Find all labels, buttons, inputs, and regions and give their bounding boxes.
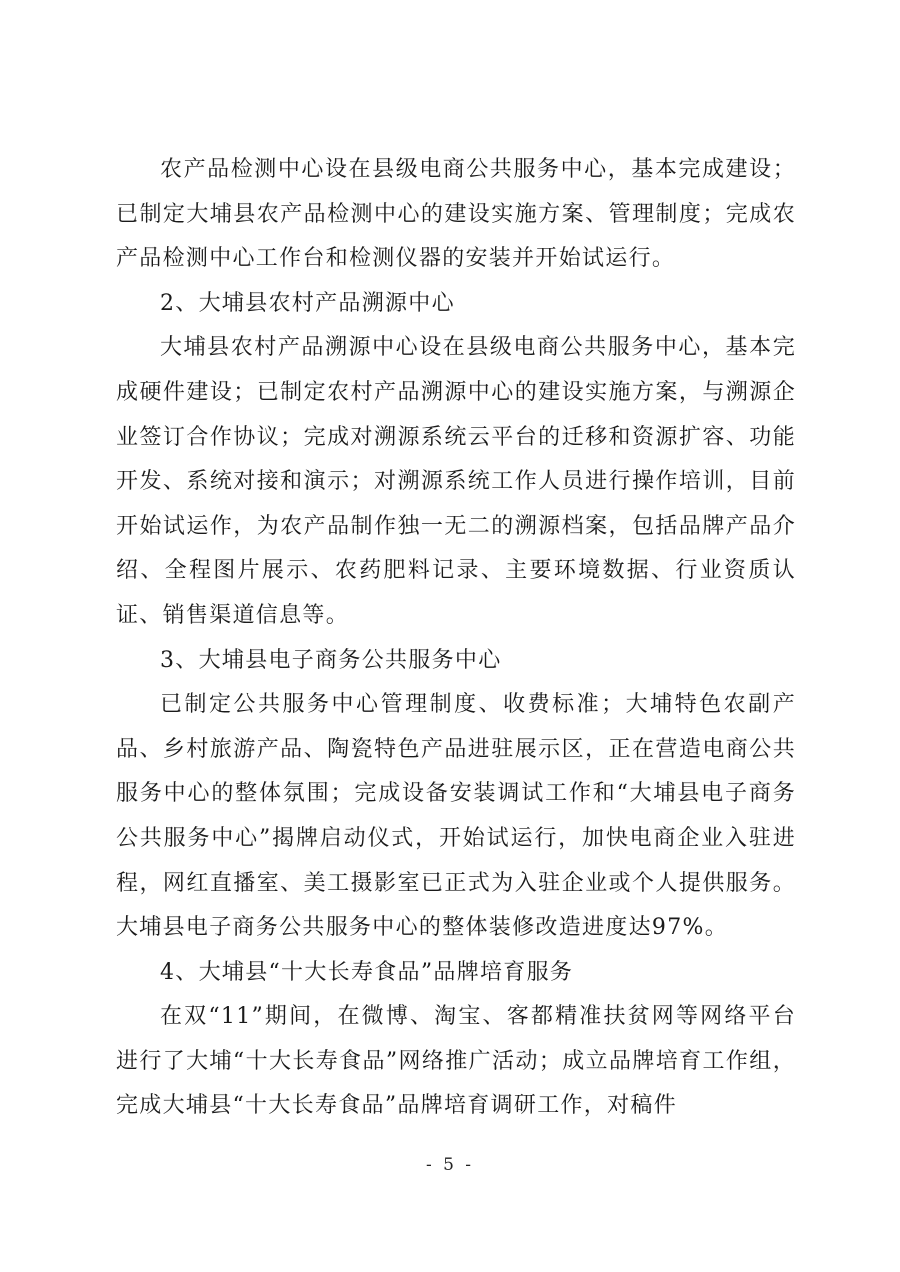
section-heading-traceability-center: 2、大埔县农村产品溯源中心 [160, 290, 455, 316]
paragraph-testing-center: 农产品检测中心设在县级电商公共服务中心，基本完成建设；已制定大埔县农产品检测中心的建设实施方案、管理制度；完成农产品检测中心工作台和检测仪器的安装并开始试运行。 [116, 157, 796, 272]
document-body [116, 148, 796, 1129]
paragraph-traceability-center: 大埔县农村产品溯源中心设在县级电商公共服务中心，基本完成硬件建设；已制定农村产品溯源中心的建设实施方案，与溯源企业签订合作协议；完成对溯源系统云平台的迁移和资源扩容、功能开发、系统对接和演示；对溯源系统工作人员进行操作培训，目前开始试运作，为农产品制作独一无二的溯源档案，包括品牌产品介绍、全程图片展示、农药肥料记录、主要环境数据、行业资质认证、销售渠道信息等。 [116, 335, 796, 628]
paragraph-ecommerce-service-center: 已制定公共服务中心管理制度、收费标准；大埔特色农副产品、乡村旅游产品、陶瓷特色产品进驻展示区，正在营造电商公共服务中心的整体氛围；完成设备安装调试工作和“大埔县电子商务公共服务中心”揭牌启动仪式，开始试运行，加快电商企业入驻进程，网红直播室、美工摄影室已正式为入驻企业或个人提供服务。大埔县电子商务公共服务中心的整体装修改造进度达97%。 [116, 692, 796, 941]
paragraph-longevity-food-brand: 在双“11”期间，在微博、淘宝、客都精准扶贫网等网络平台进行了大埔“十大长寿食品”网络推广活动；成立品牌培育工作组，完成大埔县“十大长寿食品”品牌培育调研工作，对稿件 [116, 1004, 796, 1119]
section-heading-ecommerce-service-center: 3、大埔县电子商务公共服务中心 [160, 647, 502, 673]
page-number: - 5 - [425, 1155, 475, 1175]
section-heading-longevity-food-brand: 4、大埔县“十大长寿食品”品牌培育服务 [160, 959, 574, 985]
